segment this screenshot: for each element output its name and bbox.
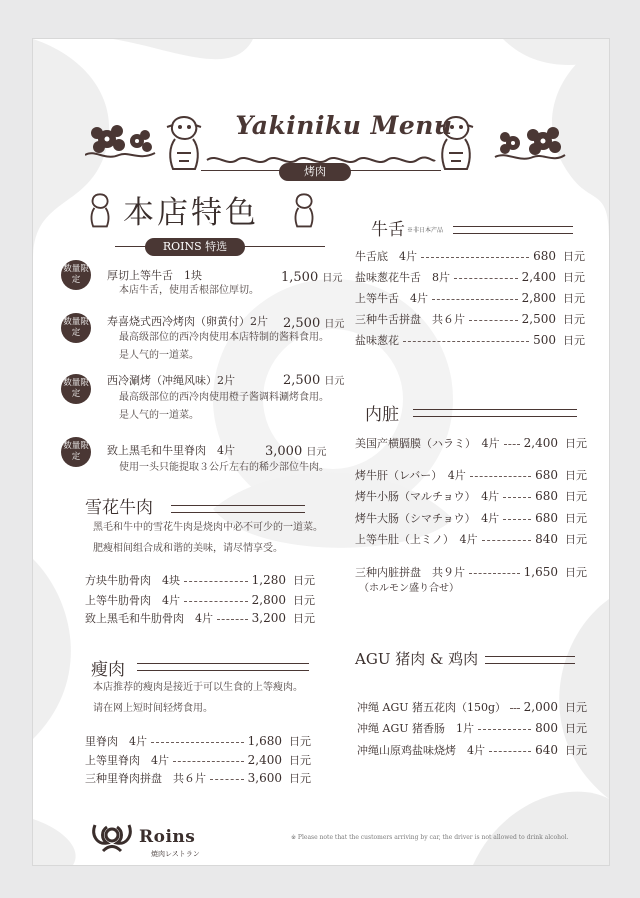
price-unit: 日元 (563, 271, 585, 284)
item-name: 烤牛肝（レバー） 4片 (355, 469, 466, 482)
price-unit: 日元 (565, 722, 587, 735)
special-item-desc: 是人气的一道菜。 (119, 350, 199, 361)
dotted-leader (503, 497, 531, 498)
restaurant-logo: Roins (139, 827, 196, 847)
item-name: 三种内脏拼盘 共９片 (355, 566, 465, 579)
price-unit: 日元 (293, 594, 315, 607)
special-item-name: 寿喜烧式西冷烤肉（卵黄付）2片 (107, 315, 268, 328)
lean-title: 瘦肉 (91, 660, 125, 680)
price-unit: 日元 (289, 754, 311, 767)
shisa-icon (291, 191, 317, 231)
item-name: 上等里脊肉 4片 (85, 754, 169, 767)
dotted-leader (217, 619, 248, 620)
dotted-leader (403, 341, 529, 342)
dotted-leader (184, 601, 248, 602)
item-name: 冲绳 AGU 猪香肠 1片 (357, 722, 474, 735)
special-item-name: 致上黑毛和牛里脊肉 4片 (107, 444, 235, 457)
price-unit: 日元 (565, 744, 587, 757)
item-name: 冲绳山原鸡盐味烧烤 4片 (357, 744, 485, 757)
item-price: 2,500 (521, 312, 556, 326)
item-price: 680 (535, 489, 558, 503)
item-price: 1,280 (251, 573, 286, 587)
special-item-price: 1,500 (281, 270, 319, 285)
item-price: 2,400 (247, 753, 282, 767)
item-name: 牛舌底 4片 (355, 250, 417, 263)
item-name: 烤牛大肠（シマチョウ） 4片 (355, 512, 500, 525)
item-price: 2,000 (523, 700, 558, 714)
item-price: 640 (535, 743, 558, 757)
menu-row (355, 510, 587, 526)
item-price: 2,400 (523, 436, 558, 450)
menu-row (85, 592, 315, 608)
item-name: 上等牛肚（上ミノ） 4片 (355, 533, 478, 546)
special-item-name: 厚切上等牛舌 1块 (107, 269, 202, 282)
menu-row (355, 290, 585, 306)
price-unit: 日元 (565, 701, 587, 714)
price-unit: 日元 (565, 469, 587, 482)
shisa-icon (87, 191, 113, 231)
dotted-leader (469, 320, 518, 321)
dotted-leader (210, 779, 244, 780)
menu-row (85, 610, 315, 626)
restaurant-logo-subtitle: 焼肉レストラン (151, 850, 200, 858)
item-name: 三种牛舌拼盘 共６片 (355, 313, 465, 326)
item-name: 三种里脊肉拼盘 共６片 (85, 772, 206, 785)
section-desc: 请在网上短时间轻烤食用。 (93, 703, 213, 714)
price-unit: 日元 (563, 313, 585, 326)
dotted-leader (469, 573, 520, 574)
special-item-desc: 本店牛舌，使用舌根部位厚切。 (119, 285, 259, 296)
item-price: 500 (533, 333, 556, 347)
price-unit: 日元 (563, 334, 585, 347)
dotted-leader (510, 708, 520, 709)
menu-row (357, 720, 587, 736)
item-name: 盐味葱花牛舌 8片 (355, 271, 450, 284)
item-name: 冲绳 AGU 猪五花肉（150g） (357, 701, 507, 714)
price-unit: 日元 (565, 437, 587, 450)
item-name: 烤牛小肠（マルチョウ） 4片 (355, 490, 500, 503)
item-price: 680 (535, 511, 558, 525)
dotted-leader (478, 729, 531, 730)
price-unit: 日元 (565, 533, 587, 546)
menu-row (357, 742, 587, 758)
menu-row (355, 531, 587, 547)
item-name: 上等牛舌 4片 (355, 292, 428, 305)
item-name: 上等牛肋骨肉 4片 (85, 594, 180, 607)
section-desc: 黑毛和牛中的雪花牛肉是烧肉中必不可少的一道菜。 (93, 522, 323, 533)
price-unit: 日元 (293, 574, 315, 587)
section-desc: 肥瘦相间组合成和谐的美味，请尽情享受。 (93, 543, 283, 554)
hibiscus-icon (85, 119, 159, 163)
item-price: 2,400 (521, 270, 556, 284)
section-rule (453, 226, 573, 234)
menu-row (355, 332, 585, 348)
special-item-price: 2,500 (283, 373, 321, 388)
limited-badge: 数量限定 (61, 313, 91, 343)
tongue-origin-note: ※非日本产品 (407, 227, 444, 234)
menu-row (357, 699, 587, 715)
dotted-leader (421, 257, 529, 258)
menu-row (355, 435, 587, 451)
dotted-leader (489, 751, 531, 752)
price-unit: 日元 (324, 319, 345, 330)
item-price: 3,600 (247, 771, 282, 785)
item-price: 680 (533, 249, 556, 263)
item-name: 美国产横膈膜（ハラミ） 4片 (355, 437, 500, 450)
menu-row (355, 467, 587, 483)
limited-badge: 数量限定 (61, 374, 91, 404)
specials-title: 本店特色 (123, 195, 259, 231)
special-item-desc: 最高级部位的西冷肉使用本店特制的酱料食用。 (119, 332, 329, 343)
special-item-desc: 使用一头只能提取３公斤左右的稀少部位牛肉。 (119, 462, 329, 473)
item-price: 2,800 (521, 291, 556, 305)
section-desc: 本店推荐的瘦肉是接近于可以生食的上等瘦肉。 (93, 682, 303, 693)
item-name: 盐味葱花 (355, 334, 399, 347)
menu-row (85, 572, 315, 588)
price-unit: 日元 (565, 566, 587, 579)
price-unit: 日元 (306, 447, 327, 458)
limited-badge: 数量限定 (61, 260, 91, 290)
menu-row (85, 752, 311, 768)
menu-row (85, 770, 311, 786)
yakiniku-pill: 烤肉 (279, 163, 351, 181)
logo-crest-icon (89, 817, 135, 857)
menu-row (355, 311, 585, 327)
item-price: 1,680 (247, 734, 282, 748)
tongue-title: 牛舌 (371, 220, 405, 240)
section-rule (413, 409, 577, 417)
hibiscus-icon (493, 121, 567, 165)
offal-platter-subnote: （ホルモン盛り合せ） (359, 583, 459, 594)
limited-badge: 数量限定 (61, 437, 91, 467)
item-price: 680 (535, 468, 558, 482)
price-unit: 日元 (565, 490, 587, 503)
price-unit: 日元 (563, 250, 585, 263)
price-unit: 日元 (322, 273, 343, 284)
dotted-leader (151, 742, 244, 743)
dotted-leader (184, 581, 248, 582)
item-name: 方块牛肋骨肉 4块 (85, 574, 180, 587)
section-rule (137, 663, 309, 671)
price-unit: 日元 (565, 512, 587, 525)
special-item-name: 西冷涮烤（冲绳风味）2片 (107, 374, 235, 387)
dotted-leader (470, 476, 531, 477)
dotted-leader (482, 540, 532, 541)
dotted-leader (454, 278, 518, 279)
dotted-leader (173, 761, 244, 762)
item-price: 800 (535, 721, 558, 735)
item-price: 1,650 (523, 565, 558, 579)
price-unit: 日元 (289, 735, 311, 748)
price-unit: 日元 (324, 376, 345, 387)
special-item-desc: 是人气的一道菜。 (119, 410, 199, 421)
agu-title: AGU 猪肉 & 鸡肉 (355, 650, 479, 668)
special-item-price: 2,500 (283, 316, 321, 331)
item-price: 840 (535, 532, 558, 546)
menu-row (355, 269, 585, 285)
menu-sheet (32, 38, 610, 866)
section-rule (485, 656, 575, 664)
menu-row (355, 564, 587, 580)
shisa-icon (163, 113, 205, 175)
roins-selection-pill: ROINS 特选 (145, 238, 245, 256)
price-unit: 日元 (293, 612, 315, 625)
driving-notice: ※ Please note that the customers arriving by car, the driver is not allowed to drink alcohol. (291, 834, 569, 841)
offal-title: 内脏 (365, 405, 399, 425)
dotted-leader (503, 519, 531, 520)
price-unit: 日元 (289, 772, 311, 785)
dotted-leader (504, 444, 520, 445)
item-price: 3,200 (251, 611, 286, 625)
special-item-desc: 最高级部位的西冷肉使用橙子酱调料涮烤食用。 (119, 392, 329, 403)
section-rule (171, 505, 305, 513)
menu-row (355, 488, 587, 504)
special-item-price: 3,000 (265, 444, 303, 459)
item-name: 里脊肉 4片 (85, 735, 147, 748)
item-name: 致上黑毛和牛肋骨肉 4片 (85, 612, 213, 625)
item-price: 2,800 (251, 593, 286, 607)
menu-title: Yakiniku Menu (235, 111, 453, 140)
dotted-leader (432, 299, 518, 300)
price-unit: 日元 (563, 292, 585, 305)
menu-row (85, 733, 311, 749)
menu-row (355, 248, 585, 264)
marbled-title: 雪花牛肉 (85, 498, 153, 518)
